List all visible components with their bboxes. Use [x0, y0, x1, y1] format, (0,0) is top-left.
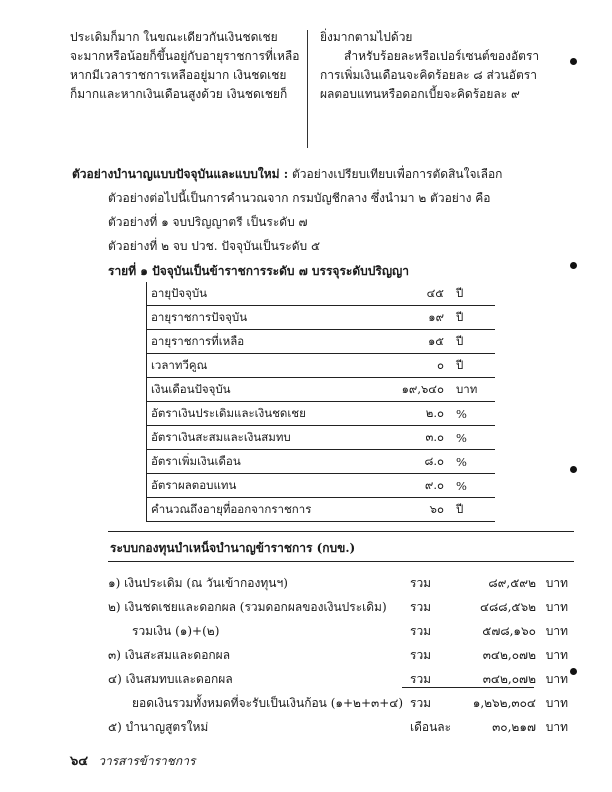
- fund-row: [108, 694, 568, 714]
- info-value: ๓.๐: [345, 426, 452, 450]
- fund-total-label: รวม: [410, 672, 432, 686]
- info-label: เงินเดือนปัจจุบัน: [147, 378, 346, 402]
- fund-unit: บาท: [545, 600, 568, 614]
- info-unit: ปี: [452, 282, 495, 306]
- info-unit: %: [452, 402, 495, 426]
- right-column-line: การเพิ่มเงินเดือนจะคิดร้อยละ ๘ ส่วนอัตรา: [320, 68, 537, 82]
- info-label: อัตราผลตอบแทน: [147, 474, 346, 498]
- fund-unit: บาท: [545, 672, 568, 686]
- fund-unit: บาท: [545, 720, 568, 734]
- fund-row: [108, 574, 568, 594]
- info-value: ๖๐: [345, 498, 452, 522]
- fund-total-label: รวม: [410, 624, 432, 638]
- fund-label: ๒) เงินชดเชยและดอกผล (รวมดอกผลของเงินประเดิม): [108, 600, 387, 614]
- example-heading: [72, 165, 502, 184]
- table-row: [147, 282, 496, 306]
- fund-amount: ๔๘๘,๕๖๒: [479, 600, 536, 614]
- fund-total-label: รวม: [410, 696, 432, 710]
- info-label: อายุปัจจุบัน: [147, 282, 346, 306]
- info-label: อัตราเงินประเดิมและเงินชดเชย: [147, 402, 346, 426]
- binder-hole-mark: [570, 466, 577, 473]
- table-row: [147, 402, 496, 426]
- fund-unit: บาท: [545, 624, 568, 638]
- fund-amount: ๘๙,๕๙๒: [488, 576, 536, 590]
- section-divider: [108, 561, 574, 562]
- example-heading-bold: ตัวอย่างบำนาญแบบปัจจุบันและแบบใหม่ :: [72, 167, 289, 181]
- case-info-table: [146, 282, 495, 522]
- column-divider: [307, 30, 308, 148]
- table-row: [147, 378, 496, 402]
- left-column-line: หากมีเวลาราชการเหลืออยู่มาก เงินชดเชย: [70, 68, 287, 82]
- info-value: ๑๙,๖๔๐: [345, 378, 452, 402]
- info-label: คำนวณถึงอายุที่ออกจากราชการ: [147, 498, 346, 522]
- table-row: [147, 426, 496, 450]
- fund-amount: ๕๗๘,๑๖๐: [482, 624, 536, 638]
- section-divider: [108, 531, 574, 532]
- fund-row: [108, 718, 568, 738]
- page-footer: [70, 750, 195, 771]
- fund-unit: บาท: [545, 696, 568, 710]
- info-value: ๐: [345, 354, 452, 378]
- fund-unit: บาท: [545, 648, 568, 662]
- table-row: [147, 330, 496, 354]
- fund-amount: ๓๔๒,๐๗๒: [482, 672, 536, 686]
- page-number: ๖๔: [70, 754, 89, 769]
- info-value: ๒.๐: [345, 402, 452, 426]
- sum-underline: [402, 687, 534, 688]
- fund-amount: ๓๔๒,๐๗๒: [482, 648, 536, 662]
- fund-label: ๓) เงินสะสมและดอกผล: [108, 648, 231, 662]
- fund-label: รวมเงิน (๑)+(๒): [132, 624, 220, 638]
- info-unit: บาท: [452, 378, 495, 402]
- info-unit: %: [452, 450, 495, 474]
- fund-label: ยอดเงินรวมทั้งหมดที่จะรับเป็นเงินก้อน (๑+๒+๓+๔): [132, 696, 404, 710]
- info-unit: ปี: [452, 354, 495, 378]
- table-row: [147, 354, 496, 378]
- table-row: [147, 306, 496, 330]
- left-column-line: จะมากหรือน้อยก็ขึ้นอยู่กับอายุราชการที่เหลือ: [70, 49, 300, 63]
- left-column-line: ประเดิมก็มาก ในขณะเดียวกันเงินชดเชย: [70, 30, 278, 44]
- case-title: รายที่ ๑ ปัจจุบันเป็นข้าราชการระดับ ๗ บรรจุระดับปริญญา: [108, 264, 410, 278]
- section-title: ระบบกองทุนบำเหน็จบำนาญข้าราชการ (กบข.): [110, 541, 356, 555]
- info-label: อัตราเงินสะสมและเงินสมทบ: [147, 426, 346, 450]
- fund-total-label: รวม: [410, 648, 432, 662]
- table-row: [147, 498, 496, 522]
- info-value: ๔๕: [345, 282, 452, 306]
- info-unit: %: [452, 474, 495, 498]
- intro-line: ตัวอย่างที่ ๒ จบ ปวช. ปัจจุบันเป็นระดับ ๕: [108, 239, 321, 253]
- fund-amount: ๓๐,๒๑๗: [492, 720, 536, 734]
- info-unit: ปี: [452, 306, 495, 330]
- info-value: ๘.๐: [345, 450, 452, 474]
- left-column-line: ก็มากและหากเงินเดือนสูงด้วย เงินชดเชยก็: [70, 87, 288, 101]
- fund-label: ๑) เงินประเดิม (ณ วันเข้ากองทุนฯ): [108, 576, 288, 590]
- binder-hole-mark: [570, 262, 577, 269]
- fund-label: ๔) เงินสมทบและดอกผล: [108, 672, 233, 686]
- table-row: [147, 450, 496, 474]
- table-row: [147, 474, 496, 498]
- info-unit: %: [452, 426, 495, 450]
- right-column-line: สำหรับร้อยละหรือเปอร์เซนต์ของอัตรา: [344, 49, 540, 63]
- right-column-line: ยิ่งมากตามไปด้วย: [320, 30, 413, 44]
- fund-amount: ๑,๒๖๒,๓๐๔: [472, 696, 536, 710]
- info-value: ๑๕: [345, 330, 452, 354]
- fund-total-label: รวม: [410, 600, 432, 614]
- info-label: อายุราชการปัจจุบัน: [147, 306, 346, 330]
- binder-hole-mark: [570, 668, 577, 675]
- fund-row: [108, 646, 568, 666]
- info-label: อายุราชการที่เหลือ: [147, 330, 346, 354]
- right-column-line: ผลตอบแทนหรือดอกเบี้ยจะคิดร้อยละ ๙: [320, 87, 520, 101]
- fund-label: ๕) บำนาญสูตรใหม่: [108, 720, 209, 734]
- fund-unit: บาท: [545, 576, 568, 590]
- info-unit: ปี: [452, 498, 495, 522]
- fund-row: [108, 598, 568, 618]
- info-unit: ปี: [452, 330, 495, 354]
- fund-total-label: เดือนละ: [410, 720, 452, 734]
- intro-line: ตัวอย่างที่ ๑ จบปริญญาตรี เป็นระดับ ๗: [108, 215, 308, 229]
- fund-row: [108, 622, 568, 642]
- right-column-text: [320, 28, 580, 104]
- info-label: อัตราเพิ่มเงินเดือน: [147, 450, 346, 474]
- example-heading-rest: ตัวอย่างเปรียบเทียบเพื่อการตัดสินใจเลือก: [288, 167, 503, 181]
- info-label: เวลาทวีคูณ: [147, 354, 346, 378]
- binder-hole-mark: [570, 58, 577, 65]
- fund-total-label: รวม: [410, 576, 432, 590]
- info-value: ๙.๐: [345, 474, 452, 498]
- info-value: ๑๙: [345, 306, 452, 330]
- intro-line: ตัวอย่างต่อไปนี้เป็นการคำนวณจาก กรมบัญชีกลาง ซึ่งนำมา ๒ ตัวอย่าง คือ: [108, 191, 491, 205]
- left-column-text: [70, 28, 300, 104]
- journal-name: วารสารข้าราชการ: [98, 754, 196, 768]
